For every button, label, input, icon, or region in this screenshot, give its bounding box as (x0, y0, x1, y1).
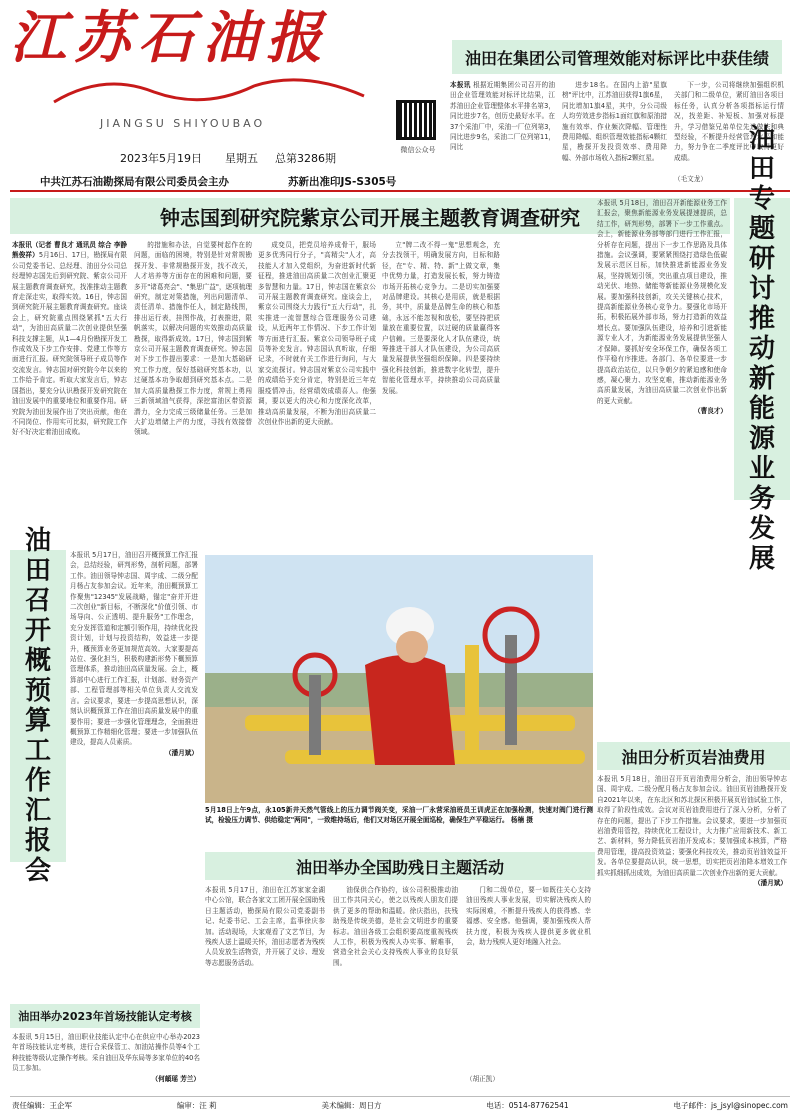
lead-col2: 的措施和办法，自觉要树起作在的问题，面临的困境，特别是针对常规勘探开发、非常规勘探开发，找不改关，人才培养等方面存在的困难和问题，要多开"诸葛亮会"、"集思广益"，逐项梳理研究，制定对策措施，列出问题清单、责任清单、措施作任人，制定路线图，排出运行表，挂图作战，打表推进，限帆落实，以解决问题的实效推动高质量勘探，取得新成效。17日，钟志国到紫京公司开展主题教育调查研究。钟志国对下步工作提出要求：一是加大基础研究工作力度，保好基础研究基本功，以过硬基本功争取超到研究基本点。二是加大高质量勘探工作力度，常规上勇闯三新领域油气获得，深挖富油区带资源潜力，全力完成三级储量任务。三是加大扩边增储上产的力度，寻找有效接替领域。 (134, 241, 252, 437)
footer-rule (10, 1096, 790, 1097)
left-feature-headline: 油田召开概预算工作汇报会 (10, 550, 66, 862)
qr-code (396, 100, 436, 140)
bottom-left-body: 本报讯 5月15日，油田职业技能认定中心在供应中心举办2023年首场技能认定考核，进行合采保管工、加油站操作员等4个工种技能等级认定操作考核。采自油田及华东局等多家单位的40名员工参加。 （何頔瑶 芳兰） (12, 1033, 200, 1083)
masthead-logo (44, 72, 384, 112)
permit-line: 苏新出准印JS-S305号 (288, 176, 397, 188)
right-feature-headline: 油田专题研讨推动新能源业务发展 (734, 198, 790, 500)
top-story-author: （毛文龙） (674, 175, 707, 183)
left-feature-body: 本报讯 5月17日，油田召开概预算工作汇报会，总结经验，研判形势，剖析问题，部署工作。油田领导钟志国、周宇成、二级分配月杨占友参加会议。近年来，油田概预算工作聚焦"12345"发展战略，锚定"奋并开进二次创业"新目标，不断深化"价值引领、市场导向、公正透明、提升服务"工作理念，充分发挥管道和定额引领作用，持续优化投资计划，计划与投资结构，效益进一步提升，概预算业务更加规范高效。大家要提高站位、强化担当，积极构建新形势下概预算管理体系，推动油田高质量发展。会上，概算部中心进行工作汇报，计划部、财务资产部、工程管理部等相关单位负责人交流发言。会议要求，要进一步提高思想认识，深刻认识概预算工作在油田高质量发展中的重要作用；要进一步强化管理理念，全面推进概预算工作精细化管理；要进一步加强队伍建设，提高人员素质。 （潘月斌） (70, 551, 198, 757)
masthead-date: 2023年5月19日 (120, 152, 202, 165)
bottom-middle-author: （胡正凯） (466, 1075, 499, 1083)
masthead-issue: 总第3286期 (275, 152, 336, 165)
bottom-middle-headline: 油田举办全国助残日主题活动 (205, 852, 595, 880)
photo-caption: 5月18日上午9点，永105新井天然气管线上的压力调节阀关变，采油一厂永营采油班员王训虎正在加强检测，快速对阀门进行测试，检验压力调节、供给稳定"两同"，一致维持场后，他们又对场区开展全面巡检，确保生产平稳运行。 杨楠 摄 (205, 806, 593, 825)
footer-art: 美术编辑：周日方 (321, 1101, 382, 1110)
bottom-middle-col1: 本报讯 5月17日，油田在江苏家家金湖中心公馆，联合各家文工团开展全国助残日主题活动，勘探局有限公司党委副书记、纪委书记、工会主席，监事徐庆参加。活动现场，大家观看了文艺节目，为残疾人送上温暖关怀，油田志愿者为残疾人员发放生活物资，并开展了义诊、理发等志愿服务活动。 (205, 886, 325, 967)
right-lower-body: 本报讯 5月18日，油田召开页岩油费用分析会，油田领导钟志国、周宇成、二级分配月杨占友参加会议。油田页岩油勘探开发自2021年以来，在东北区和苏北探区积极开展页岩油试验工作，取得了阶段性成效。会议对页岩油费用进行了深入分析，分析了存在的问题，提出了下步工作措施。会议要求，要进一步加强页岩油费用管控，持续优化工程设计，大力推广应用新技术、新工艺、新材料，努力降低页岩油开发成本；要加强成本核算，严格费用管理，提高投资效益；要强化科技攻关，推动页岩油效益开发。各单位要提高认识，统一思想，切实把页岩油降本增效工作抓实抓细抓出成效，为油田高质量二次创业作出新的更大贡献。 （潘月斌） (597, 775, 787, 888)
lead-col4: 立"牌二改不得一鬼"思想观念，充分去找领干，明确发展方向，目标和路径，在"专、精、特、新"上做文章，集中优势力量，打造发展长板，努力铸造市场开拓核心竞争力。二是切实加强要对品牌建设。其核心是用质，就是根据务，其中，质量是品牌生命的核心和基础，永远不能忽视和放松，要坚持把质量放在重要位置，以过硬的质量赢得客户信赖。三是要深化人才队伍建设，统筹推进干部人才队伍建设，为公司高质量发展提供坚强组织保障。四是要持续强化科技创新，推进数字化转型，提升智能化管理水平，持续推动公司高质量发展。 (382, 241, 500, 395)
lead-col1: 本报讯（记者 曹良才 通讯员 综合 李静 熊俊祥）5月16日、17日，勘探局有限公司党委书记、总经理、油田分公司总经理钟志国先后到研究院、紫京公司开展主题教育调查研究，找准推动主题教育走深走实，取得实效。16日，钟志国到研究院开展主题教育调查研究。座谈会上，研究院重点围绕紧抓"五大行动"，为油田高质量二次创业提供坚强科技支撑主题，从1—4月份勘探开发工作成效及下步工作安排、党建工作等方面进行汇报。研究院领导班子成员等作交流发言。钟志国对研究院今年以来的工作给予肯定。听取大家发言后，钟志国指出，要充分认识勘探开发研究院在油田发展中的重要地位和重要作用。研究院为油田发展作出了突出贡献，他在不同岗位、作用实可比拟，研究院工作好不好决定着油田成败。 (12, 241, 127, 437)
right-feature-body: 本报讯 5月18日，油田召开新能源业务工作汇报会，聚焦新能源业务发展提速提质，总结工作，研判形势，部署下一步工作重点。会上，新能源业务部等部门进行工作汇报，分析存在问题，提出下一步工作思路及具体措施。会议强调，要紧紧围绕打造绿色低碳发展示范区目标，加快推进新能源业务发展，坚持规划引领，突出重点项目建设，推动光伏、地热、储能等新能源业务规模化发展。要加强科技创新，攻关关键核心技术，提高新能源业务核心竞争力。要强化市场开拓，积极拓展外部市场，努力打造新的效益增长点。要加强队伍建设，培养和引进新能源专业人才，为新能源业务发展提供坚强人才保障。要抓好安全环保工作，确保各项工作平稳有序推进。各部门、各单位要进一步提高政治站位，以只争朝夕的紧迫感和使命感，凝心聚力、攻坚克难，推动新能源业务高质量发展，为油田高质量二次创业作出新的更大贡献。 （曹良才） (597, 199, 727, 416)
top-story-headline: 油田在集团公司管理效能对标评比中获佳绩 (452, 40, 782, 74)
sponsor-line: 中共江苏石油勘探局有限公司委员会主办 (40, 176, 229, 188)
qr-label: 微信公众号 (400, 146, 436, 154)
top-story-col1: 本报讯 根据近期集团公司召开的油田企业管理效能对标评比结果，江苏油田企业管理整体水平排名第3，同比进步7名，创历史最好水平。在37个采油厂中，采油一厂位列第3，同比进步9名，采油二厂位列第11，同比 (450, 81, 555, 152)
top-story-col3: 下一步，公司将继续加强组织机关部门和二级单位，紧盯油田各项目标任务，认真分析各项指标运行情况，找差距、补短板、加强对标提升，学习借鉴兄弟单位先进做法和典型经验，不断提升经营管理水平和能力，努力争在二季度评比中取得更好成绩。 (674, 81, 784, 162)
lead-headline: 钟志国到研究院紫京公司开展主题教育调查研究 (10, 198, 730, 234)
footer-chief: 责任编辑：王企军 (12, 1101, 72, 1110)
photo (205, 555, 593, 803)
bottom-middle-col3: 门和二级单位，要一如既往关心支持油田残疾人事业发展，切实解决残疾人的实际困难，不断提升残疾人的获得感、幸福感、安全感。他强调，要加强残疾人帮扶力度，积极为残疾人提供更多就业机会，助力残疾人更好地融入社会。 (466, 886, 591, 947)
footer-phone: 电话：0514-87762541 (486, 1101, 569, 1110)
masthead-weekday: 星期五 (225, 152, 258, 165)
right-lower-headline: 油田分析页岩油费用 (597, 742, 790, 770)
top-story-col2: 进步18名。在国内上游"星旗榜"评比中，江苏油田获得1旗6星，同比增加1旗4星，其中，分公司级人均劳效进步指标1面红旗和原油措施有效率、作业频次降幅、管理性费用降幅、组织管理效能指标4颗红星，勘探开发投资效率、费用降幅、外部市场收入指标2颗红星。 (562, 81, 667, 162)
masthead-rule (10, 190, 790, 192)
masthead-title: 江苏石油报 (10, 5, 330, 71)
bottom-middle-col2: 油保供合作协约，该公司积极推动油田工作共同关心，使之以残疾人朋友们提供了更多的帮助和温暖。徐庆指出，扶残助残是传统美德，是社会文明进步的重要标志。油田各级工会组织要高度重视残疾人工作，积极为残疾人办实事、解难事，营造全社会关心支持残疾人事业的良好氛围。 (333, 886, 458, 967)
bottom-left-headline: 油田举办2023年首场技能认定考核 (10, 1004, 200, 1028)
footer (12, 1100, 788, 1112)
masthead-pinyin: JIANGSU SHIYOUBAO (100, 117, 266, 130)
footer-email[interactable]: 电子邮件：js_jsyl@sinopec.com (673, 1101, 788, 1110)
footer-editor: 编审：汪 莉 (176, 1101, 217, 1110)
lead-col3: 成变员，把党员培养成骨干，服场更多优秀同行分子，"高精尖"人才，高技能人才加入党组织，为奋进新时代新征程，推进油田高质量二次创业汇聚更多智慧和力量。17日，钟志国在紫京公司开展主题教育调查研究。座谈会上，紫京公司围绕大力践行"五大行动"，扎实推进一流智慧综合管理服务公司建设，从近两年工作情况、下步工作计划等方面进行汇报。紫京公司领导班子成员等补充发言。钟志国认真听取，仔细记录，不时就有关工作进行询问，与大家交流探讨。钟志国对紫京公司实践中的成绩给予充分肯定，特别是近三年克服疫情冲击，经营绩效成绩喜人。他强调，要以更大的决心和力度深化改革，推动高质量发展，不断为油田高质量二次创业作出新的更大贡献。 (258, 241, 376, 426)
